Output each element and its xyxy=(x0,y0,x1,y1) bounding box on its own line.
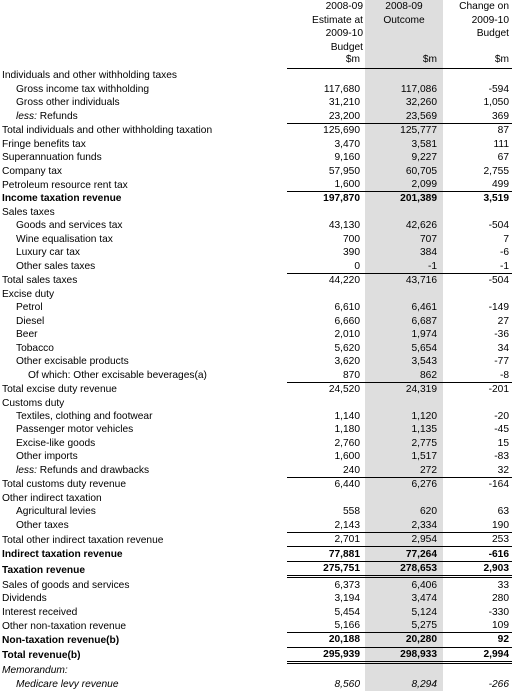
row-label xyxy=(0,109,287,123)
value-outcome: 125,777 xyxy=(365,123,443,137)
value-change: 92 xyxy=(443,633,512,647)
value-change: -77 xyxy=(494,356,509,368)
table-row xyxy=(0,547,512,561)
label-text: Passenger motor vehicles xyxy=(16,424,134,436)
table-row xyxy=(0,109,512,123)
table-row xyxy=(0,164,512,177)
value-change: 499 xyxy=(492,179,509,191)
label-text: Diesel xyxy=(16,315,45,327)
header-estimate: 2008-09 Estimate at 2009-10 Budget xyxy=(312,1,363,53)
value-change: 27 xyxy=(497,315,509,327)
table-row xyxy=(0,532,512,546)
value-change xyxy=(443,206,512,219)
table-row xyxy=(0,301,512,314)
value-outcome: 3,543 xyxy=(411,356,437,368)
value-outcome: 32,260 xyxy=(405,97,437,109)
table-row xyxy=(0,178,512,192)
label-text: Customs duty xyxy=(2,397,65,409)
row-label xyxy=(0,663,287,678)
value-change: 34 xyxy=(497,342,509,354)
value-change: -83 xyxy=(494,451,509,463)
value-outcome: 3,581 xyxy=(411,138,437,150)
row-label xyxy=(0,274,287,288)
table-row xyxy=(0,368,512,382)
table-row xyxy=(0,437,512,450)
value-estimate: 9,160 xyxy=(334,152,360,164)
table-row xyxy=(0,647,512,662)
value-change: -6 xyxy=(499,247,509,259)
value-change: -45 xyxy=(494,424,509,436)
label-text: Medicare levy revenue xyxy=(16,678,119,690)
row-label xyxy=(0,341,287,354)
table-row xyxy=(0,341,512,354)
label-text: Memorandum: xyxy=(2,665,68,677)
value-change: -330 xyxy=(488,606,509,618)
label-text: Tobacco xyxy=(16,342,54,354)
row-label xyxy=(0,328,287,341)
label-text: Gross income tax withholding xyxy=(16,83,150,95)
value-estimate: 870 xyxy=(343,369,360,381)
label-text: Other excisable products xyxy=(16,356,129,368)
table-row xyxy=(0,592,512,605)
value-outcome: 60,705 xyxy=(405,165,437,177)
table-row xyxy=(0,396,512,409)
label-text: Beer xyxy=(16,329,38,341)
value-estimate: 6,373 xyxy=(334,579,360,591)
value-estimate: 6,610 xyxy=(334,302,360,314)
value-estimate: 57,950 xyxy=(328,165,360,177)
label-text: Goods and services tax xyxy=(16,220,123,232)
value-estimate: 24,520 xyxy=(287,382,365,396)
value-outcome: 1,974 xyxy=(411,329,437,341)
value-change: 3,519 xyxy=(443,192,512,206)
row-label xyxy=(0,605,287,618)
label-text: Superannuation funds xyxy=(2,152,102,164)
label-text: Total excise duty revenue xyxy=(2,384,117,396)
value-change: 111 xyxy=(493,138,509,150)
value-change: -266 xyxy=(488,678,509,690)
value-estimate: 5,620 xyxy=(334,342,360,354)
row-label xyxy=(0,246,287,259)
value-change: 87 xyxy=(443,123,512,137)
value-change: -201 xyxy=(443,382,512,396)
value-estimate: 44,220 xyxy=(287,274,365,288)
value-outcome: -1 xyxy=(427,260,437,272)
label-prefix: less: xyxy=(16,111,37,123)
units-estimate: $m xyxy=(287,54,365,69)
value-estimate: 197,870 xyxy=(287,192,365,206)
label-prefix: less: xyxy=(16,465,37,477)
value-change: 2,755 xyxy=(483,165,509,177)
table-row xyxy=(0,577,512,592)
value-outcome: 77,264 xyxy=(365,547,443,561)
value-estimate: 77,881 xyxy=(287,547,365,561)
value-outcome: 2,099 xyxy=(411,179,437,191)
value-outcome: 2,334 xyxy=(411,519,437,531)
value-estimate: 23,200 xyxy=(328,110,360,122)
table-row xyxy=(0,206,512,219)
value-estimate: 1,180 xyxy=(334,424,360,436)
value-estimate: 275,751 xyxy=(287,561,365,576)
row-label xyxy=(0,437,287,450)
value-change: -20 xyxy=(494,410,509,422)
table-row xyxy=(0,518,512,532)
value-outcome: 5,124 xyxy=(411,606,437,618)
label-text: Other non-taxation revenue xyxy=(2,620,127,632)
value-change xyxy=(443,69,512,83)
value-estimate: 558 xyxy=(343,506,360,518)
value-estimate: 5,166 xyxy=(334,620,360,632)
value-estimate xyxy=(287,206,365,219)
table-row xyxy=(0,561,512,576)
value-estimate: 2,010 xyxy=(334,329,360,341)
table-body xyxy=(0,69,512,691)
row-label xyxy=(0,464,287,478)
header-outcome: 2008-09 Outcome xyxy=(383,1,425,26)
table-row xyxy=(0,219,512,232)
value-change: 63 xyxy=(497,506,509,518)
row-label xyxy=(0,164,287,177)
value-estimate xyxy=(287,69,365,83)
label-text: Refunds xyxy=(36,111,78,123)
label-text: Other sales taxes xyxy=(16,261,96,273)
value-change: 190 xyxy=(492,519,509,531)
row-label xyxy=(0,547,287,561)
value-estimate xyxy=(287,492,365,505)
row-label xyxy=(0,410,287,423)
row-label xyxy=(0,355,287,368)
value-estimate: 6,660 xyxy=(334,315,360,327)
header-label-cell xyxy=(0,0,287,54)
row-label xyxy=(0,137,287,150)
row-label xyxy=(0,219,287,232)
row-label xyxy=(0,492,287,505)
label-text: Refunds and drawbacks xyxy=(36,465,150,477)
table-row xyxy=(0,260,512,274)
value-estimate: 125,690 xyxy=(287,123,365,137)
units-row xyxy=(0,54,512,69)
row-label xyxy=(0,518,287,532)
value-outcome: 23,569 xyxy=(405,110,437,122)
value-estimate xyxy=(287,396,365,409)
table-row xyxy=(0,314,512,327)
table-row xyxy=(0,96,512,109)
table-row xyxy=(0,678,512,691)
value-change: 253 xyxy=(443,532,512,546)
value-outcome: 5,654 xyxy=(411,342,437,354)
table-row xyxy=(0,492,512,505)
label-text: Luxury car tax xyxy=(16,247,80,259)
value-change: -504 xyxy=(443,274,512,288)
label-text: Petrol xyxy=(16,302,43,314)
label-text: Individuals and other withholding taxes xyxy=(2,70,177,82)
units-outcome: $m xyxy=(365,54,443,69)
label-text: Dividends xyxy=(2,593,47,605)
table-row xyxy=(0,410,512,423)
value-outcome: 298,933 xyxy=(365,647,443,662)
label-text: Interest received xyxy=(2,606,78,618)
value-change: 15 xyxy=(497,437,509,449)
table-row xyxy=(0,192,512,206)
label-text: Other taxes xyxy=(16,520,69,532)
row-label xyxy=(0,423,287,436)
value-outcome: 20,280 xyxy=(365,633,443,647)
label-text: Income taxation revenue xyxy=(2,193,122,205)
value-outcome xyxy=(365,69,443,83)
label-text: Other indirect taxation xyxy=(2,492,102,504)
value-outcome xyxy=(365,663,443,678)
row-label xyxy=(0,82,287,95)
value-outcome: 1,120 xyxy=(411,410,437,422)
value-estimate: 0 xyxy=(354,260,360,272)
row-label xyxy=(0,505,287,518)
table-row xyxy=(0,328,512,341)
value-outcome: 707 xyxy=(420,233,437,245)
value-outcome: 6,687 xyxy=(411,315,437,327)
value-estimate: 2,760 xyxy=(334,437,360,449)
row-label xyxy=(0,314,287,327)
table-row xyxy=(0,123,512,137)
row-label xyxy=(0,577,287,592)
row-label xyxy=(0,368,287,382)
row-label xyxy=(0,532,287,546)
value-outcome xyxy=(365,492,443,505)
value-change xyxy=(443,288,512,301)
label-text: Petroleum resource rent tax xyxy=(2,179,128,191)
value-estimate: 20,188 xyxy=(287,633,365,647)
value-estimate xyxy=(287,663,365,678)
label-text: Other imports xyxy=(16,451,78,463)
value-outcome: 9,227 xyxy=(411,152,437,164)
label-text: Total customs duty revenue xyxy=(2,479,127,491)
value-estimate: 1,600 xyxy=(334,451,360,463)
value-outcome: 384 xyxy=(420,247,437,259)
table-row xyxy=(0,450,512,463)
table-row xyxy=(0,82,512,95)
table-row xyxy=(0,382,512,396)
table-row xyxy=(0,478,512,492)
value-estimate: 240 xyxy=(343,464,360,476)
table-row xyxy=(0,151,512,164)
row-label xyxy=(0,288,287,301)
label-text: Gross other individuals xyxy=(16,97,120,109)
value-change: -164 xyxy=(443,478,512,492)
table-row xyxy=(0,355,512,368)
row-label xyxy=(0,260,287,274)
row-label xyxy=(0,396,287,409)
value-outcome: 201,389 xyxy=(365,192,443,206)
value-outcome: 6,461 xyxy=(411,302,437,314)
table-row xyxy=(0,423,512,436)
value-outcome: 278,653 xyxy=(365,561,443,576)
row-label xyxy=(0,592,287,605)
value-outcome xyxy=(365,396,443,409)
table-row xyxy=(0,605,512,618)
label-text: Textiles, clothing and footwear xyxy=(16,410,153,422)
row-label xyxy=(0,478,287,492)
row-label xyxy=(0,206,287,219)
value-estimate: 2,701 xyxy=(287,532,365,546)
label-text: Indirect taxation revenue xyxy=(2,549,123,561)
label-text: Excise duty xyxy=(2,288,55,300)
value-change: 33 xyxy=(497,579,509,591)
value-change: 7 xyxy=(503,233,509,245)
table-row xyxy=(0,246,512,259)
value-estimate: 295,939 xyxy=(287,647,365,662)
row-label xyxy=(0,450,287,463)
value-outcome: 3,474 xyxy=(411,593,437,605)
value-change xyxy=(443,663,512,678)
value-change xyxy=(443,396,512,409)
value-outcome: 42,626 xyxy=(405,220,437,232)
value-outcome: 8,294 xyxy=(411,678,437,690)
value-outcome: 6,406 xyxy=(411,579,437,591)
table-row xyxy=(0,505,512,518)
value-outcome: 862 xyxy=(420,369,437,381)
value-change: -8 xyxy=(499,369,509,381)
value-estimate: 1,600 xyxy=(334,179,360,191)
table-row xyxy=(0,633,512,647)
value-estimate xyxy=(287,288,365,301)
value-change: -504 xyxy=(488,220,509,232)
table-row xyxy=(0,233,512,246)
header-change: Change on 2009-10 Budget xyxy=(459,1,509,39)
value-outcome: 272 xyxy=(420,464,437,476)
value-estimate: 6,440 xyxy=(287,478,365,492)
value-change: -36 xyxy=(494,329,509,341)
value-estimate: 3,620 xyxy=(334,356,360,368)
label-text: Sales of goods and services xyxy=(2,579,130,591)
value-outcome: 24,319 xyxy=(365,382,443,396)
value-outcome xyxy=(365,206,443,219)
value-change: 2,903 xyxy=(443,561,512,576)
value-estimate: 700 xyxy=(343,233,360,245)
value-change: 32 xyxy=(497,464,509,476)
row-label xyxy=(0,301,287,314)
label-text: Wine equalisation tax xyxy=(16,233,113,245)
label-text: Non-taxation revenue(b) xyxy=(2,634,120,646)
label-text: Excise-like goods xyxy=(16,437,96,449)
label-text: Of which: Other excisable beverages(a) xyxy=(28,370,207,382)
value-outcome: 620 xyxy=(420,506,437,518)
units-change: $m xyxy=(443,54,512,69)
row-label xyxy=(0,561,287,576)
label-text: Sales taxes xyxy=(2,206,55,218)
value-estimate: 117,680 xyxy=(323,83,360,95)
row-label xyxy=(0,151,287,164)
row-label xyxy=(0,96,287,109)
row-label xyxy=(0,69,287,83)
row-label xyxy=(0,382,287,396)
value-outcome: 1,135 xyxy=(411,424,437,436)
table-row xyxy=(0,464,512,478)
value-estimate: 3,470 xyxy=(334,138,360,150)
value-estimate: 390 xyxy=(343,247,360,259)
value-change: 67 xyxy=(497,152,509,164)
value-estimate: 43,130 xyxy=(328,220,360,232)
value-change: 280 xyxy=(492,593,509,605)
value-outcome: 117,086 xyxy=(400,83,437,95)
row-label xyxy=(0,647,287,662)
row-label xyxy=(0,233,287,246)
label-text: Total sales taxes xyxy=(2,275,78,287)
value-change: -616 xyxy=(443,547,512,561)
label-text: Total individuals and other withholding taxation xyxy=(2,125,213,137)
row-label xyxy=(0,633,287,647)
value-outcome: 43,716 xyxy=(365,274,443,288)
value-estimate: 2,143 xyxy=(334,519,360,531)
table-row xyxy=(0,274,512,288)
table-row xyxy=(0,619,512,633)
value-estimate: 31,210 xyxy=(328,97,360,109)
value-estimate: 8,560 xyxy=(334,678,360,690)
value-change: 2,994 xyxy=(443,647,512,662)
label-text: Company tax xyxy=(2,165,63,177)
value-change: -594 xyxy=(488,83,509,95)
label-text: Agricultural levies xyxy=(16,506,96,518)
value-outcome: 2,954 xyxy=(365,532,443,546)
value-outcome: 1,517 xyxy=(411,451,437,463)
units-label-cell xyxy=(0,54,287,69)
value-outcome: 5,275 xyxy=(411,620,437,632)
table-row xyxy=(0,663,512,678)
value-estimate: 5,454 xyxy=(334,606,360,618)
header-row xyxy=(0,0,512,54)
value-estimate: 3,194 xyxy=(334,593,360,605)
value-outcome: 2,775 xyxy=(411,437,437,449)
value-change: 1,050 xyxy=(483,97,509,109)
label-text: Taxation revenue xyxy=(2,564,86,576)
label-text: Fringe benefits tax xyxy=(2,138,86,150)
row-label xyxy=(0,178,287,192)
label-text: Total revenue(b) xyxy=(2,650,81,662)
value-change: -149 xyxy=(488,302,509,314)
value-outcome xyxy=(365,288,443,301)
label-text: Total other indirect taxation revenue xyxy=(2,534,164,546)
row-label xyxy=(0,678,287,691)
value-change: -1 xyxy=(499,260,509,272)
value-change: 369 xyxy=(492,110,509,122)
table-row xyxy=(0,137,512,150)
table-row xyxy=(0,288,512,301)
value-change: 109 xyxy=(492,620,509,632)
value-outcome: 6,276 xyxy=(365,478,443,492)
value-estimate: 1,140 xyxy=(334,410,360,422)
table-row xyxy=(0,69,512,83)
value-change xyxy=(443,492,512,505)
row-label xyxy=(0,619,287,633)
row-label xyxy=(0,123,287,137)
row-label xyxy=(0,192,287,206)
